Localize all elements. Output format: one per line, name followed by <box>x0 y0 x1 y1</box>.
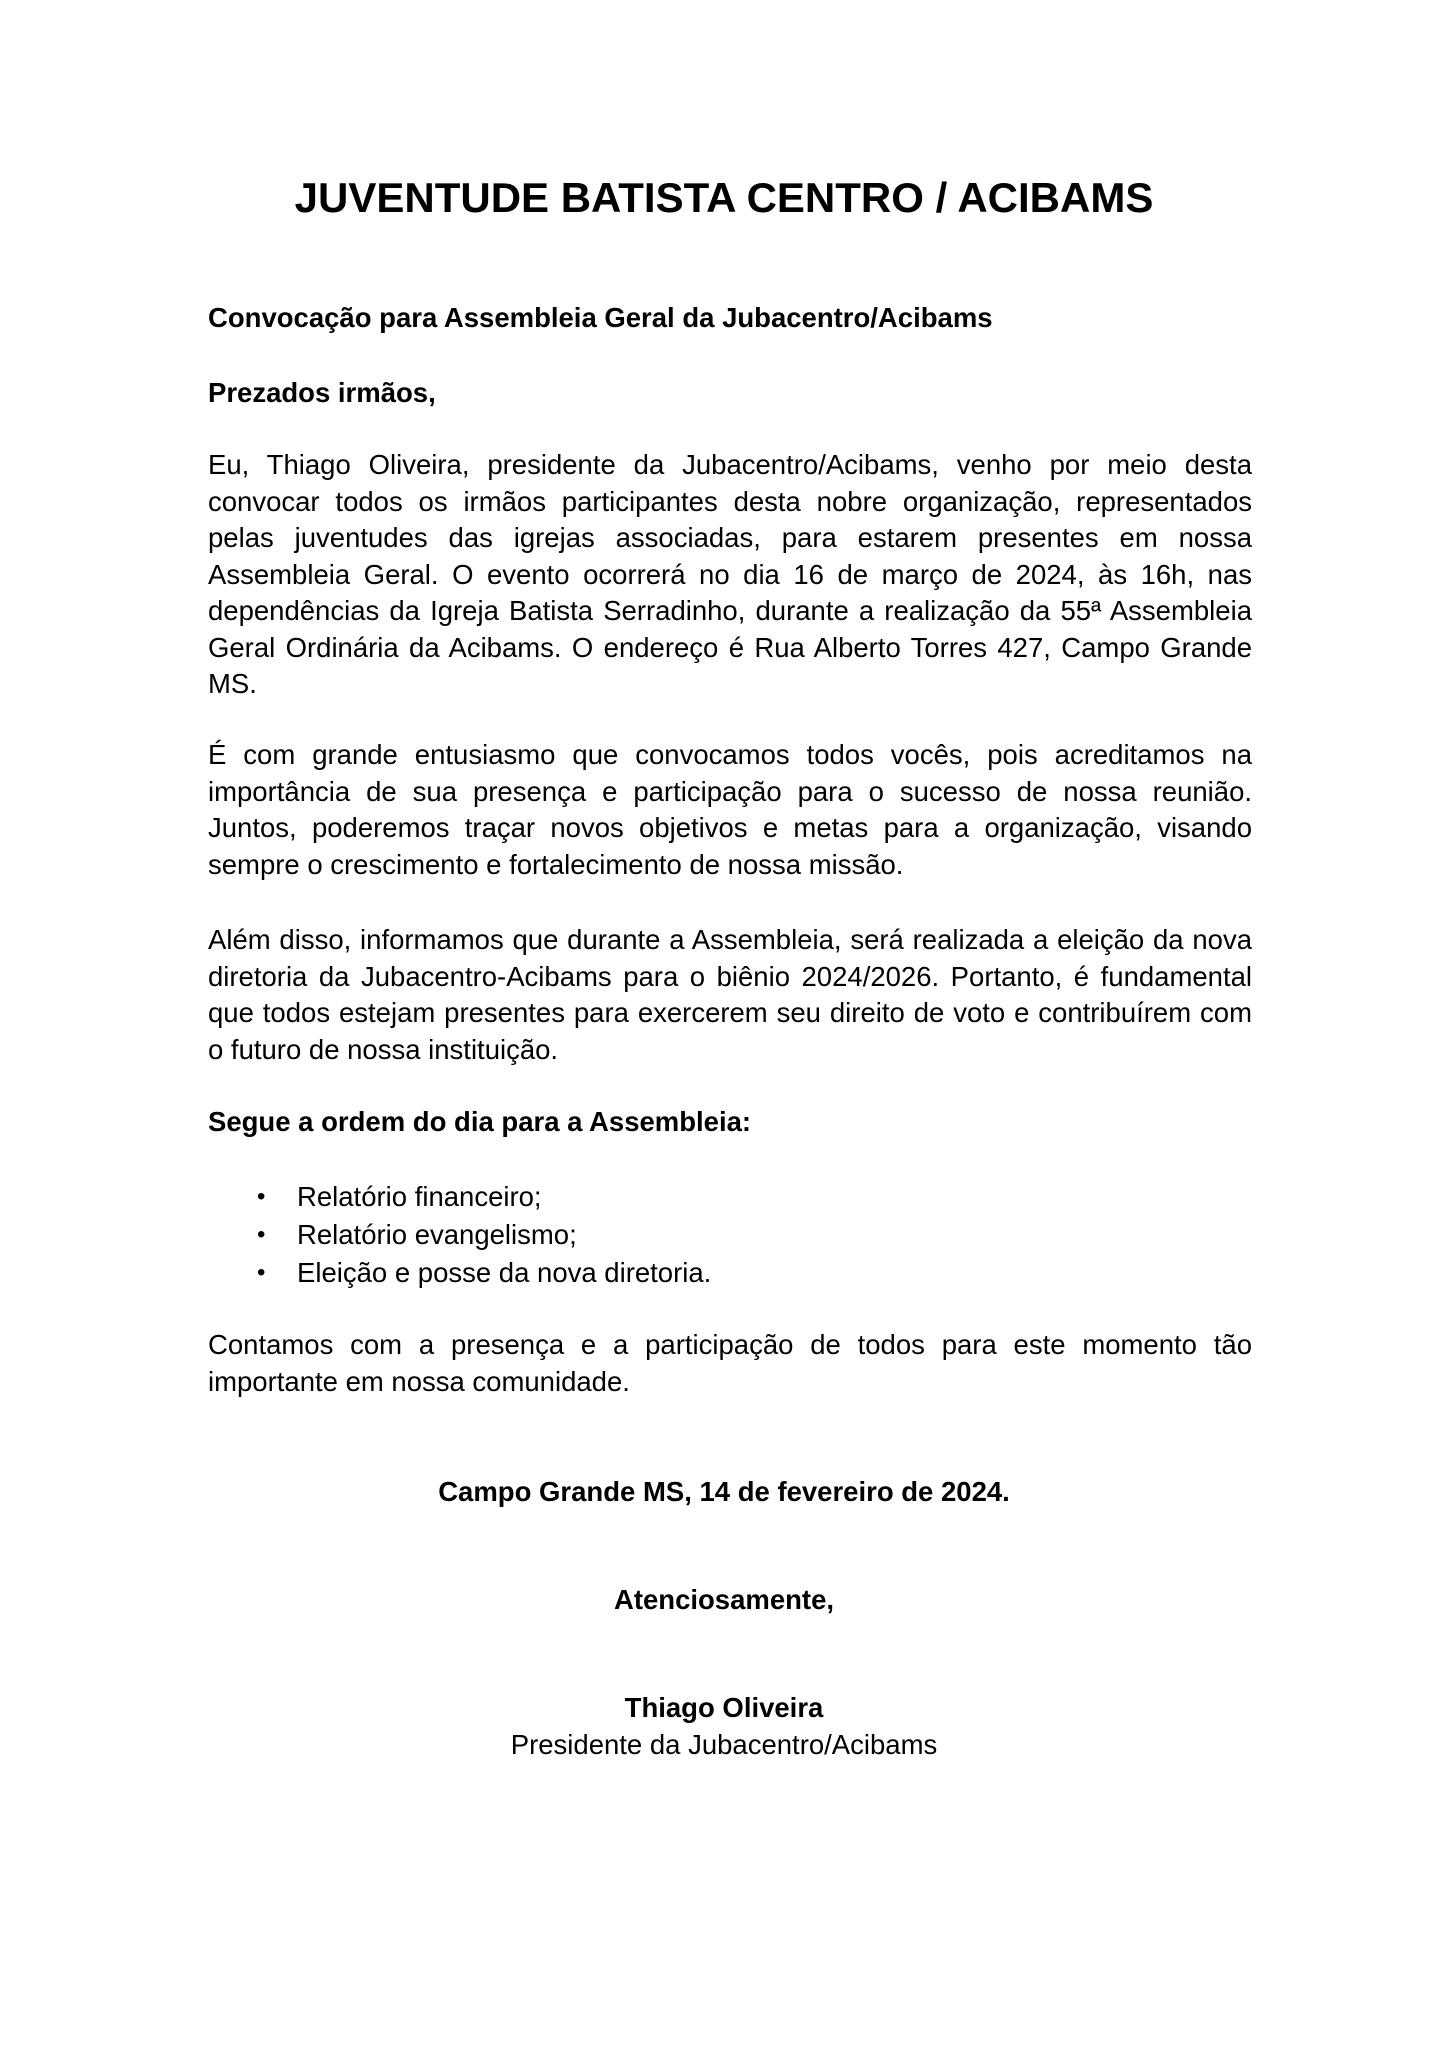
greeting: Prezados irmãos, <box>208 377 436 408</box>
agenda-item <box>208 1216 1252 1254</box>
agenda-list <box>208 1178 1252 1292</box>
paragraph-convocation: Eu, Thiago Oliveira, presidente da Jubacentro/Acibams, venho por meio desta convocar todos os irmãos participantes desta nobre organização, representados pelas juventudes das igrejas associadas, para estarem presentes em nossa Assembleia Geral. O evento ocorrerá no dia 16 de março de 2024, às 16h, nas dependências da Igreja Batista Serradinho, durante a realização da 55ª Assembleia Geral Ordinária da Acibams. O endereço é Rua Alberto Torres 427, Campo Grande MS. <box>208 449 1252 699</box>
signer-name: Thiago Oliveira <box>624 1692 824 1723</box>
document-title: JUVENTUDE BATISTA CENTRO / ACIBAMS <box>294 174 1154 221</box>
agenda-item-label: Eleição e posse da nova diretoria. <box>297 1257 712 1288</box>
agenda-item <box>208 1178 1252 1216</box>
bullet-icon: • <box>257 1183 266 1210</box>
agenda-item <box>208 1254 1252 1292</box>
paragraph-election: Além disso, informamos que durante a Assembleia, será realizada a eleição da nova diretoria da Jubacentro-Acibams para o biênio 2024/2026. Portanto, é fundamental que todos estejam presentes para exercerem seu direito de voto e contribuírem com o futuro de nossa instituição. <box>208 924 1252 1065</box>
regards: Atenciosamente, <box>613 1584 835 1615</box>
paragraph-enthusiasm: É com grande entusiasmo que convocamos todos vocês, pois acreditamos na importância de sua presença e participação para o sucesso de nossa reunião. Juntos, poderemos traçar novos objetivos e metas para a organização, visando sempre o crescimento e fortalecimento de nossa missão. <box>208 739 1252 880</box>
signer-role: Presidente da Jubacentro/Acibams <box>510 1729 938 1760</box>
agenda-heading: Segue a ordem do dia para a Assembleia: <box>208 1106 752 1137</box>
bullet-icon: • <box>257 1221 266 1248</box>
document-subheading: Convocação para Assembleia Geral da Jubacentro/Acibams <box>208 302 993 333</box>
closing-paragraph: Contamos com a presença e a participação de todos para este momento tão importante em nossa comunidade. <box>208 1329 1252 1397</box>
agenda-item-label: Relatório financeiro; <box>297 1181 542 1212</box>
place-and-date: Campo Grande MS, 14 de fevereiro de 2024. <box>438 1476 1010 1507</box>
bullet-icon: • <box>257 1259 266 1286</box>
agenda-item-label: Relatório evangelismo; <box>297 1219 577 1250</box>
